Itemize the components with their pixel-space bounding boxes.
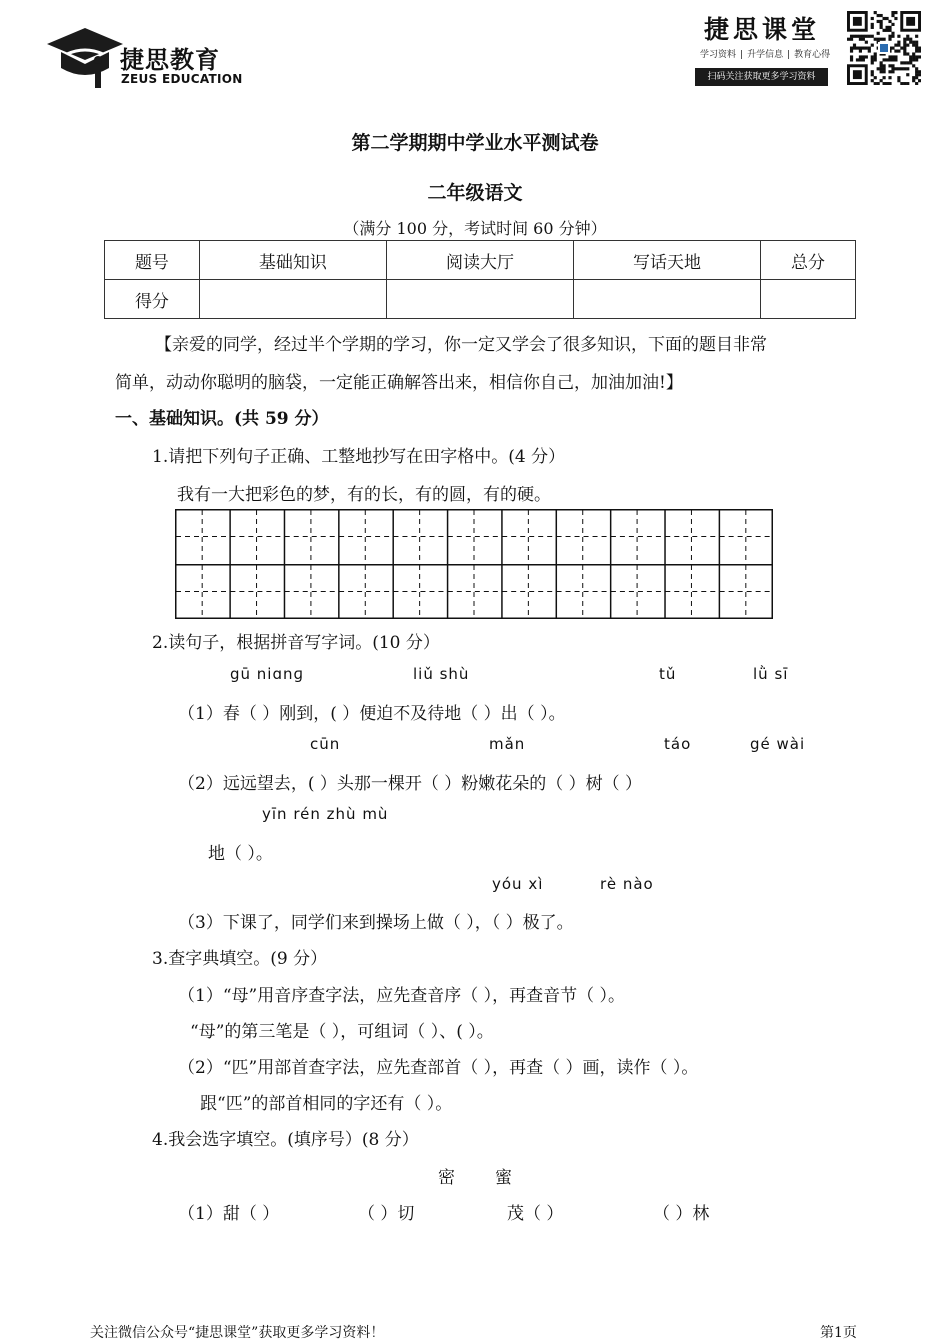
q4-choice: 密	[438, 1168, 455, 1188]
score-cell[interactable]	[386, 280, 573, 319]
table-header-cell: 总分	[761, 241, 856, 280]
q2-pinyin: lǜ sī	[753, 665, 789, 683]
score-table	[104, 240, 856, 319]
brand-tag: 教育心得	[794, 50, 831, 60]
brand-bar: 扫码关注获取更多学习资料	[695, 68, 828, 86]
logo-english-name: ZEUS EDUCATION	[121, 72, 243, 86]
q1-title: 1.请把下列句子正确、工整地抄写在田字格中。(4 分）	[152, 447, 566, 467]
q2-pinyin: cūn	[310, 735, 341, 753]
brand-tags: 学习资料 | 升学信息 | 教育心得	[696, 47, 834, 60]
q4-title: 4.我会选字填空。(填序号）(8 分）	[152, 1130, 419, 1150]
intro-line-2: 简单，动动你聪明的脑袋，一定能正确解答出来，相信你自己，加油加油!】	[115, 373, 683, 393]
q2-pinyin: liǔ shù	[413, 665, 470, 683]
q2-pinyin: táo	[664, 735, 692, 753]
q3-line-4: 跟“匹”的部首相同的字还有（ ）。	[200, 1094, 453, 1114]
q4-blank: 茂（ ）	[507, 1204, 564, 1224]
table-header-cell: 阅读大厅	[386, 241, 573, 280]
q3-line-1: （1）“母”用音序查字法，应先查音序（ ），再查音节（ ）。	[178, 986, 626, 1006]
q2-pinyin: tǔ	[659, 665, 677, 683]
q2-pinyin: mǎn	[489, 735, 526, 753]
q4-choice: 蜜	[495, 1168, 512, 1188]
q2-sentence-2-cont: 地（ ）。	[208, 844, 273, 864]
q2-sentence-3: （3）下课了，同学们来到操场上做（ ），（ ）极了。	[178, 913, 574, 933]
q2-pinyin: gé wài	[750, 735, 806, 753]
exam-title: 第二学期期中学业水平测试卷	[351, 132, 599, 154]
score-cell[interactable]	[574, 280, 761, 319]
table-header-cell: 写话天地	[574, 241, 761, 280]
score-cell[interactable]	[761, 280, 856, 319]
section-1-title: 一、基础知识。(共 59 分）	[115, 409, 329, 429]
graduation-cap-logo-icon	[45, 24, 125, 90]
brand-tag: 升学信息	[747, 50, 784, 60]
q3-line-2: “母”的第三笔是（ ），可组词（ ）、( ）。	[190, 1022, 494, 1042]
q2-sentence-2: （2）远远望去，( ）头那一棵开（ ）粉嫩花朵的（ ）树（ ）	[178, 774, 643, 794]
q3-title: 3.查字典填空。(9 分）	[152, 949, 328, 969]
q2-pinyin: rè nào	[600, 875, 654, 893]
q3-line-3: （2）“匹”用部首查字法，应先查部首（ ），再查（ ）画，读作（ ）。	[178, 1058, 699, 1078]
table-row	[105, 280, 856, 319]
table-header-cell: 题号	[105, 241, 200, 280]
intro-line-1: 【亲爱的同学，经过半个学期的学习，你一定又学会了很多知识，下面的题目非常	[155, 335, 767, 355]
table-header-cell: 基础知识	[199, 241, 386, 280]
q4-blank: （1）甜（ ）	[178, 1204, 280, 1224]
q2-title: 2.读句子，根据拼音写字词。(10 分）	[152, 633, 440, 653]
table-row	[105, 241, 856, 280]
q1-sentence: 我有一大把彩色的梦，有的长，有的圆，有的硬。	[177, 485, 551, 505]
brand-title: 捷思课堂	[704, 15, 821, 44]
q4-blank: （ ）林	[653, 1204, 710, 1224]
q2-pinyin: gū niɑnɡ	[230, 665, 305, 683]
tianzige-writing-grid[interactable]	[175, 509, 773, 619]
table-row-label: 得分	[105, 280, 200, 319]
exam-note: （满分 100 分，考试时间 60 分钟）	[343, 219, 607, 238]
logo-chinese-name: 捷思教育	[120, 46, 220, 74]
q4-blank: （ ）切	[358, 1204, 415, 1224]
page-number: 第1页	[820, 1325, 857, 1341]
footer-note: 关注微信公众号“捷思课堂”获取更多学习资料！	[90, 1325, 385, 1341]
score-cell[interactable]	[199, 280, 386, 319]
q2-sentence-1: （1）春（ ）刚到，( ）便迫不及待地（ ）出（ ）。	[178, 704, 566, 724]
q2-pinyin: yīn rén zhù mù	[262, 805, 389, 823]
q2-pinyin: yóu xì	[492, 875, 544, 893]
qr-code-icon[interactable]	[847, 11, 921, 85]
brand-tag: 学习资料	[700, 50, 737, 60]
exam-subtitle: 二年级语文	[427, 182, 523, 204]
